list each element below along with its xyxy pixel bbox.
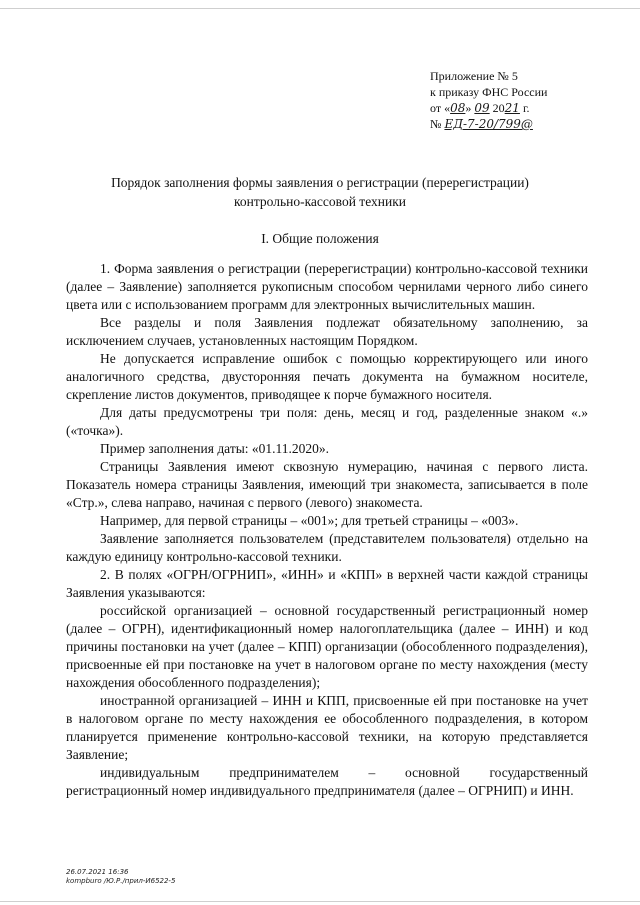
paragraph: Например, для первой страницы – «001»; для третьей страницы – «003». bbox=[100, 513, 519, 528]
paragraph: Страницы Заявления имеют сквозную нумерацию, начиная с первого листа. Показатель номера страницы Заявления, имеющий три знакоместа, записывается в поле «Стр.», слева направо, начиная с первого (левого) знакоместа. bbox=[66, 459, 588, 510]
appendix-block bbox=[430, 68, 630, 132]
date-day: 08 bbox=[450, 101, 466, 115]
appendix-order-ref: к приказу ФНС России bbox=[430, 85, 548, 99]
date-year: 21 bbox=[504, 101, 520, 115]
paragraph: российской организацией – основной государственный регистрационный номер (далее – ОГРН), идентификационный номер налогоплательщика (далее – ИНН) и код причины постановки на учет (далее – КПП) организации (обособленного подразделения), присвоенные ей при постановке на учет в налоговом органе по месту нахождения (месту нахождения обособленного подразделения); bbox=[66, 603, 588, 690]
appendix-date bbox=[430, 100, 630, 116]
appendix-number: Приложение № 5 bbox=[430, 69, 518, 83]
date-suffix: г. bbox=[519, 101, 530, 115]
title-line-1: Порядок заполнения формы заявления о регистрации (перерегистрации) bbox=[111, 175, 529, 190]
footer-file-ref: kompburo /Ю.Р./прил-И6522-5 bbox=[66, 877, 176, 885]
paragraph: Пример заполнения даты: «01.11.2020». bbox=[100, 441, 330, 456]
appendix-order-number bbox=[430, 116, 630, 132]
paragraph: Не допускается исправление ошибок с помощью корректирующего или иного аналогичного средства, двусторонняя печать документа на бумажном носителе, скрепление листов документов, приводящее к порче бумажного носителя. bbox=[66, 351, 588, 402]
paragraph: иностранной организацией – ИНН и КПП, присвоенные ей при постановке на учет в налоговом органе по месту нахождения ее обособленного подразделения, в котором планируется применение контрольно-кассовой техники, на которую представляется Заявление; bbox=[66, 693, 588, 762]
date-mid: » bbox=[465, 101, 472, 115]
paragraph: индивидуальным предпринимателем – основной государственный регистрационный номер индивидуального предпринимателя (далее – ОГРНИП) и ИНН. bbox=[66, 765, 588, 798]
date-prefix: от « bbox=[430, 101, 451, 115]
section-heading: I. Общие положения bbox=[261, 231, 379, 246]
document-title bbox=[64, 173, 576, 211]
paragraph: 2. В полях «ОГРН/ОГРНИП», «ИНН» и «КПП» в верхней части каждой страницы Заявления указываются: bbox=[66, 567, 588, 600]
paragraph: 1. Форма заявления о регистрации (перерегистрации) контрольно-кассовой техники (далее – Заявление) заполняется рукописным способом чернилами черного либо синего цвета или с использованием программ для электронных вычислительных машин. bbox=[66, 261, 588, 312]
order-number: ЕД-7-20/799@ bbox=[444, 117, 533, 131]
print-footer bbox=[66, 868, 175, 886]
title-line-2: контрольно-кассовой техники bbox=[233, 194, 406, 209]
date-month: 09 bbox=[474, 101, 490, 115]
paragraph: Все разделы и поля Заявления подлежат обязательному заполнению, за исключением случаев, установленных настоящим Порядком. bbox=[66, 315, 588, 348]
paragraph: Заявление заполняется пользователем (представителем пользователя) отдельно на каждую единицу контрольно-кассовой техники. bbox=[66, 531, 588, 564]
number-prefix: № bbox=[430, 117, 445, 131]
document-body bbox=[66, 260, 588, 800]
paragraph: Для даты предусмотрены три поля: день, месяц и год, разделенные знаком «.» («точка»). bbox=[66, 405, 588, 438]
date-year-prefix: 20 bbox=[492, 101, 505, 115]
footer-timestamp: 26.07.2021 16:36 bbox=[66, 868, 129, 876]
